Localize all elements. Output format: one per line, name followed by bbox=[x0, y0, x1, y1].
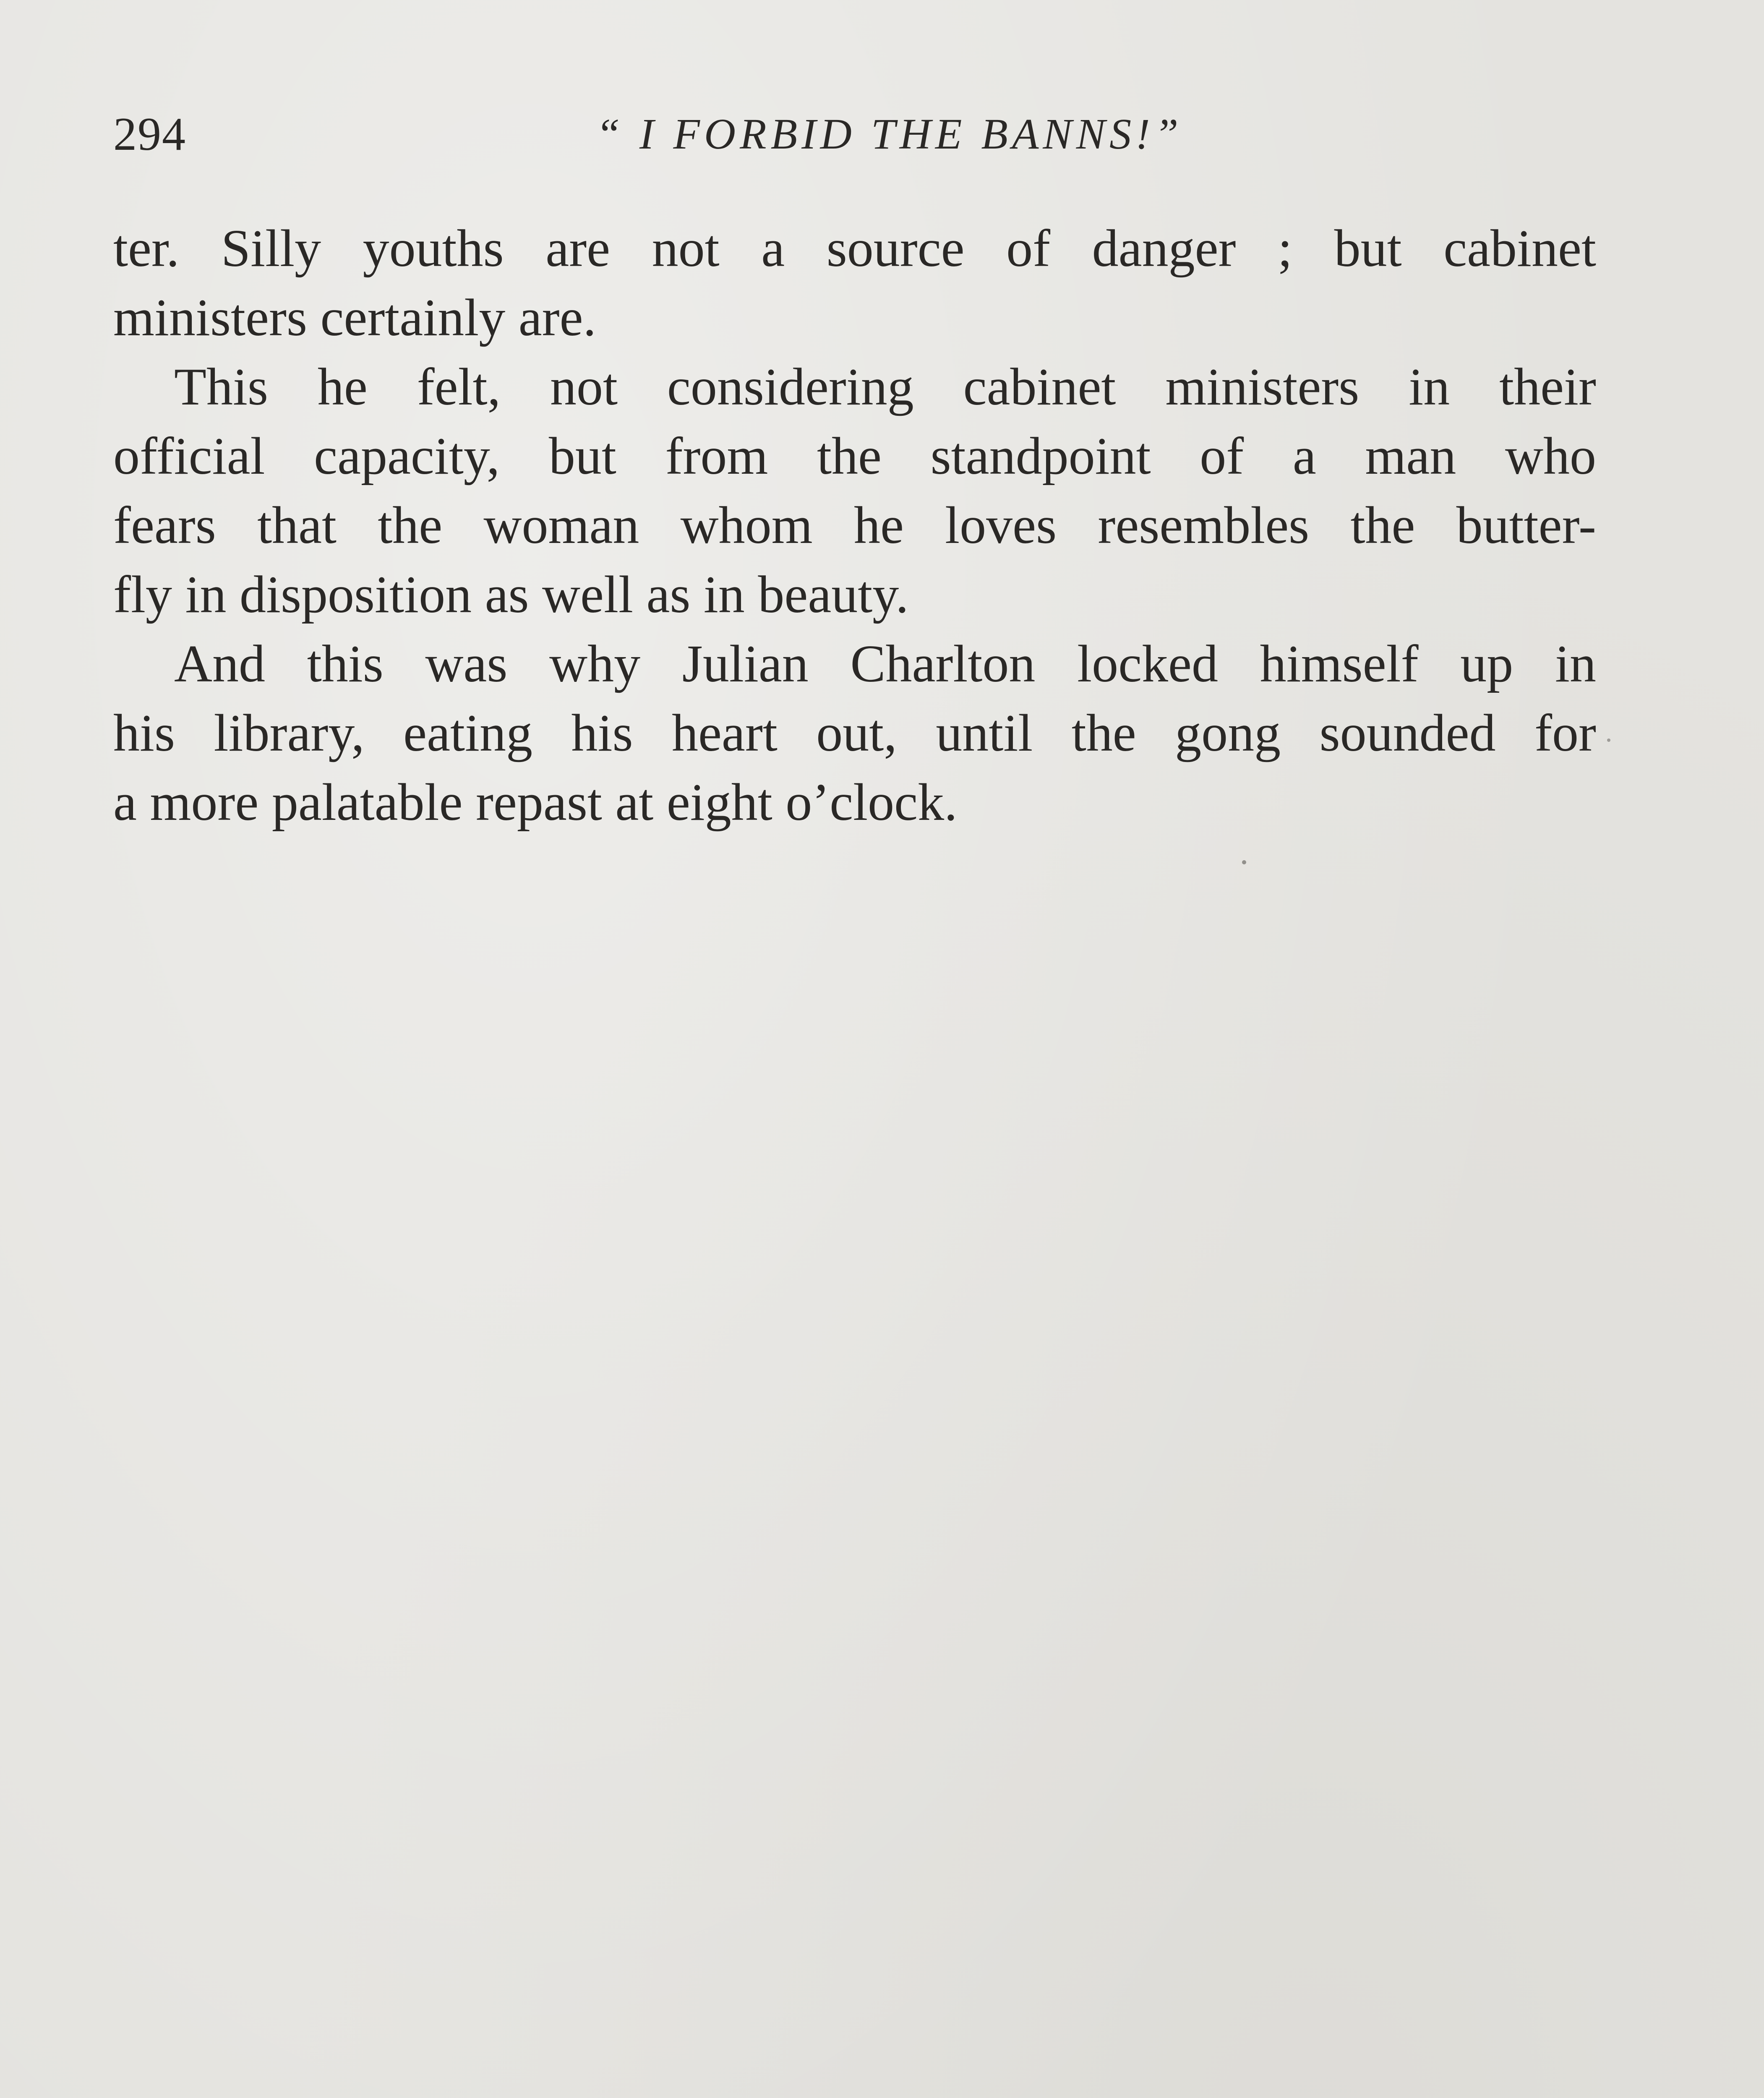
text-line: official capacity, but from the standpoint of a man who bbox=[113, 427, 1596, 485]
paper-speck bbox=[1607, 738, 1610, 742]
page-number: 294 bbox=[113, 108, 186, 160]
running-head bbox=[113, 107, 1596, 162]
text-line: ter. Silly youths are not a source of danger ; but cabinet bbox=[113, 219, 1596, 278]
text-line: And this was why Julian Charlton locked himself up in bbox=[174, 635, 1596, 693]
body-text bbox=[113, 214, 1596, 837]
text-line: ministers certainly are. bbox=[113, 289, 597, 347]
text-line: his library, eating his heart out, until the gong sounded for bbox=[113, 704, 1596, 762]
text-line: fly in disposition as well as in beauty. bbox=[113, 566, 909, 624]
paper-speck bbox=[1242, 860, 1246, 864]
text-line: This he felt, not considering cabinet ministers in their bbox=[174, 358, 1596, 416]
text-line: fears that the woman whom he loves resembles the butter- bbox=[113, 496, 1596, 555]
running-title: “ I FORBID THE BANNS!” bbox=[596, 110, 1183, 158]
text-line: a more palatable repast at eight o’clock. bbox=[113, 773, 958, 832]
